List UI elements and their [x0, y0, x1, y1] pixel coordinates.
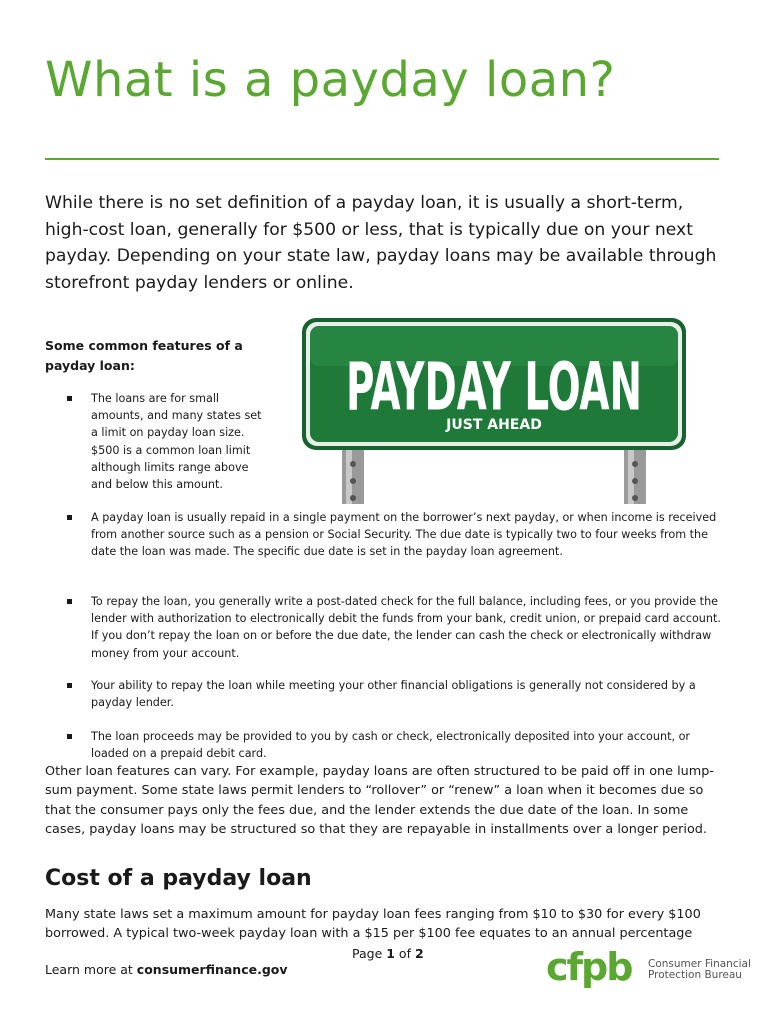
- cost-paragraph: Many state laws set a maximum amount for payday loan fees ranging from $10 to $30 for every $100 borrowed. A typical two-week payday loan with a $15 per $100 fee equates to an annual percentage: [45, 907, 701, 942]
- bullet-text: Your ability to repay the loan while meeting your other financial obligations is generally not considered by a payday lender.: [91, 679, 696, 710]
- page-of: of: [394, 946, 415, 961]
- learn-more-link[interactable]: consumerfinance.gov: [136, 962, 288, 977]
- other-features-paragraph: Other loan features can vary. For example, payday loans are often structured to be paid off in one lump-sum payment. Some state laws permit lenders to “rollover” or “renew” a loan when it becomes due so that the consumer pays only the fees due, and the lender extends the due date of the loan. In some cases, payday loans may be structured so that they are repayable in installments over a longer period.: [45, 764, 714, 837]
- bullet-item: [91, 390, 271, 493]
- cost-heading: Cost of a payday loan: [45, 866, 312, 891]
- bullet-item: [91, 593, 721, 662]
- page-current: 1: [386, 946, 395, 961]
- bullet-marker: [67, 515, 72, 520]
- intro-paragraph: While there is no set definition of a payday loan, it is usually a short-term, high-cost loan, generally for $500 or less, that is typically due on your next payday. Depending on your state law, payday loans may be available through storefront payday lenders or online.: [45, 193, 717, 293]
- features-heading: Some common features of a payday loan:: [45, 338, 243, 373]
- bullet-item: [91, 677, 721, 711]
- page-title: What is a payday loan?: [45, 52, 616, 108]
- title-divider: [45, 158, 719, 160]
- bullet-item: [91, 728, 731, 762]
- bullet-text: To repay the loan, you generally write a post-dated check for the full balance, including fees, or you provide the lender with authorization to electronically debit the funds from your bank, credit union, or prepaid card account. If you don’t repay the loan on or before the due date, the lender can cash the check or electronically withdraw money from your account.: [91, 595, 721, 660]
- learn-more-prefix: Learn more at: [45, 962, 137, 977]
- bullet-marker: [67, 599, 72, 604]
- payday-loan-sign-image: [300, 316, 688, 504]
- bullet-marker: [67, 396, 72, 401]
- cfpb-logo-letters: cfpb: [546, 945, 632, 989]
- page-number: [352, 946, 424, 961]
- bullet-marker: [67, 734, 72, 739]
- logo-line-1: Consumer Financial: [648, 958, 751, 970]
- logo-line-2: Protection Bureau: [648, 969, 742, 981]
- page-prefix: Page: [352, 946, 387, 961]
- bullet-text: The loans are for small amounts, and many states set a limit on payday loan size. $500 is a common loan limit although limits range above and below this amount.: [91, 392, 262, 492]
- sign-main-text: PAYDAY LOAN: [345, 349, 642, 426]
- page-total: 2: [414, 946, 424, 961]
- bullet-text: A payday loan is usually repaid in a single payment on the borrower’s next payday, or when income is received from another source such as a pension or Social Security. The due date is typically two to four weeks from the date the loan was made. The specific due date is set in the payday loan agreement.: [91, 511, 717, 559]
- bullet-text: The loan proceeds may be provided to you by cash or check, electronically deposited into your account, or loaded on a prepaid debit card.: [91, 730, 691, 761]
- cfpb-logo-wordmark: [648, 959, 758, 981]
- learn-more-line: [45, 962, 288, 977]
- bullet-item: [91, 509, 721, 561]
- bullet-marker: [67, 683, 72, 688]
- sign-sub-text: JUST AHEAD: [446, 417, 542, 433]
